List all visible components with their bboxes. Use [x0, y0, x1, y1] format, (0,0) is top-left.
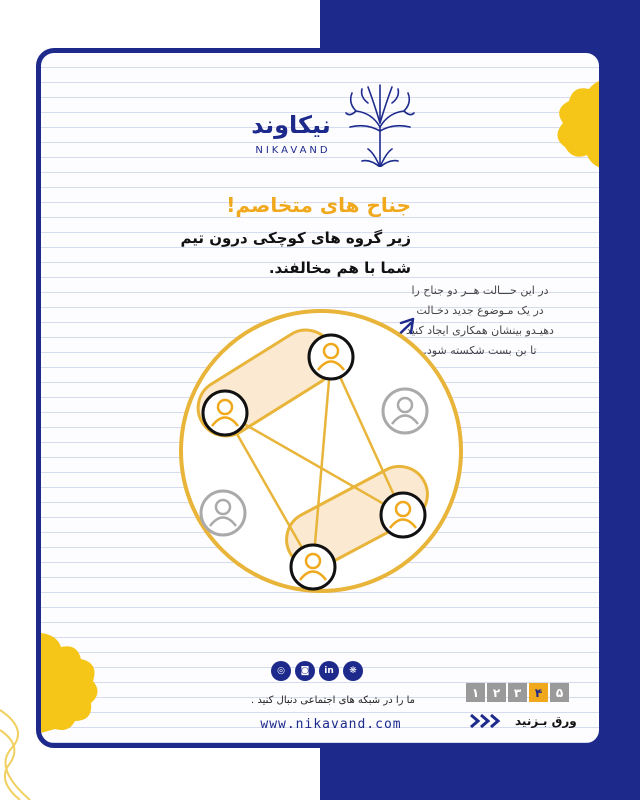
person-node-bottom — [291, 545, 335, 589]
swipe-hint — [469, 713, 577, 729]
swipe-label: ورق بـزنید — [515, 714, 577, 728]
person-node-left — [203, 391, 247, 435]
brand-name-fa: نیکاوند — [251, 111, 331, 139]
yellow-blob-top-right — [553, 79, 604, 169]
page-3: ۳ — [508, 683, 527, 702]
person-node-top — [309, 335, 353, 379]
post-subtitle-line2: شما با هم مخالفند. — [268, 259, 411, 277]
post-subtitle-line1: زیر گروه های کوچکی درون تیم — [180, 229, 411, 247]
follow-us-text: ما را در شبکه های اجتماعی دنبال کنید . — [250, 695, 416, 706]
side-note-text: در این حـــالت هــر دو جناح را در یک مـوضوع جدید دخـالت دهیـدو بینشان همکاری ایجاد کنید تا بن بست شکسته شود. — [406, 284, 554, 357]
post-heading: جناح های متخاصم! — [226, 193, 411, 217]
team-factions-diagram — [171, 301, 471, 601]
telegram-icon[interactable]: ❋ — [343, 661, 363, 681]
page-1: ۱ — [466, 683, 485, 702]
page-2: ۲ — [487, 683, 506, 702]
page-4-current: ۴ — [529, 683, 548, 702]
social-icons-row — [271, 661, 363, 681]
person-node-left-inactive — [201, 491, 245, 535]
website-link[interactable]: www.nikavand.com — [260, 717, 402, 732]
yellow-blob-bottom-left — [41, 633, 103, 733]
linkedin-icon[interactable]: in — [319, 661, 339, 681]
instagram-icon[interactable]: ◙ — [295, 661, 315, 681]
page-indicator — [466, 683, 569, 702]
post-card — [36, 48, 604, 748]
brand-logo — [236, 83, 416, 173]
globe-icon[interactable]: ◎ — [271, 661, 291, 681]
page-5: ۵ — [550, 683, 569, 702]
person-node-right-inactive — [383, 389, 427, 433]
brand-name-en: NIKAVAND — [255, 145, 331, 156]
tree-logo-icon — [344, 83, 416, 167]
chevrons-right-icon — [469, 713, 509, 729]
person-node-right — [381, 493, 425, 537]
